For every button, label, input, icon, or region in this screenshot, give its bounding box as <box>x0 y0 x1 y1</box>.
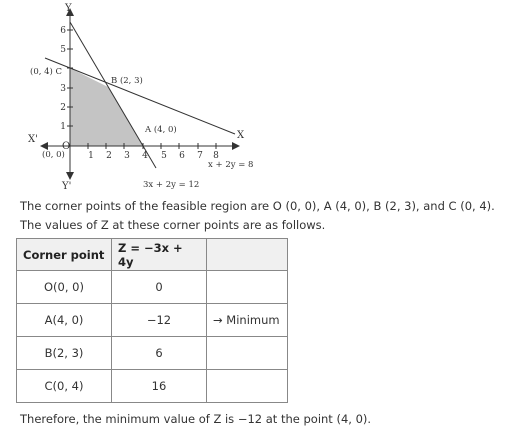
corner-values-intro-text: The values of Z at these corner points are as follows. <box>20 218 326 232</box>
header-note <box>207 239 288 271</box>
note-cell <box>207 271 288 304</box>
conclusion-text: Therefore, the minimum value of Z is −12 at the point (4, 0). <box>20 412 372 426</box>
x-tick-label: 1 <box>88 151 94 161</box>
x-tick-label: 2 <box>106 151 112 161</box>
corner-points-text: The corner points of the feasible region are O (0, 0), A (4, 0), B (2, 3), and C (0, 4). <box>20 199 495 213</box>
corner-point-cell: O(0, 0) <box>17 271 112 304</box>
y-axis-label: Y <box>65 3 72 14</box>
table-row <box>17 271 288 304</box>
x-tick-label: 5 <box>161 151 167 161</box>
x-axis-neg-label: X' <box>28 134 38 145</box>
x-axis-arrow <box>232 142 240 150</box>
point-c-label: (0, 4) C <box>30 67 63 77</box>
y-tick-label: 1 <box>60 122 66 132</box>
x-tick-label: 3 <box>124 151 130 161</box>
table-header-row <box>17 239 288 271</box>
z-value-cell: 6 <box>112 337 207 370</box>
x-axis-label: X <box>237 130 245 141</box>
table-row <box>17 304 288 337</box>
note-cell: → Minimum <box>207 304 288 337</box>
header-corner-point: Corner point <box>17 239 112 271</box>
y-tick-label: 2 <box>60 103 66 113</box>
corner-point-cell: C(0, 4) <box>17 370 112 403</box>
x-tick-label: 6 <box>179 151 185 161</box>
corner-values-table <box>16 238 288 403</box>
x-tick-label: 4 <box>142 151 148 161</box>
x-axis-neg-arrow <box>40 142 48 150</box>
x-tick-label: 7 <box>197 151 203 161</box>
note-cell <box>207 337 288 370</box>
table-row <box>17 337 288 370</box>
line1-label: x + 2y = 8 <box>208 160 254 170</box>
y-axis-neg-label: Y' <box>62 181 72 192</box>
feasible-region-graph <box>0 0 512 196</box>
z-value-cell: −12 <box>112 304 207 337</box>
origin-coord-label: (0, 0) <box>42 150 65 160</box>
z-value-cell: 0 <box>112 271 207 304</box>
y-axis-neg-arrow <box>66 172 74 180</box>
corner-point-cell: B(2, 3) <box>17 337 112 370</box>
point-a-label: A (4, 0) <box>145 125 177 135</box>
line2-label: 3x + 2y = 12 <box>143 180 200 190</box>
y-tick-label: 5 <box>60 45 66 55</box>
table-row <box>17 370 288 403</box>
origin-label: O <box>62 141 71 152</box>
y-tick-label: 6 <box>60 26 66 36</box>
z-value-cell: 16 <box>112 370 207 403</box>
y-tick-label: 3 <box>60 84 66 94</box>
corner-point-cell: A(4, 0) <box>17 304 112 337</box>
point-b-label: B (2, 3) <box>111 76 143 86</box>
x-tick-label: 8 <box>213 151 219 161</box>
header-z-value: Z = −3x + 4y <box>112 239 207 271</box>
note-cell <box>207 370 288 403</box>
